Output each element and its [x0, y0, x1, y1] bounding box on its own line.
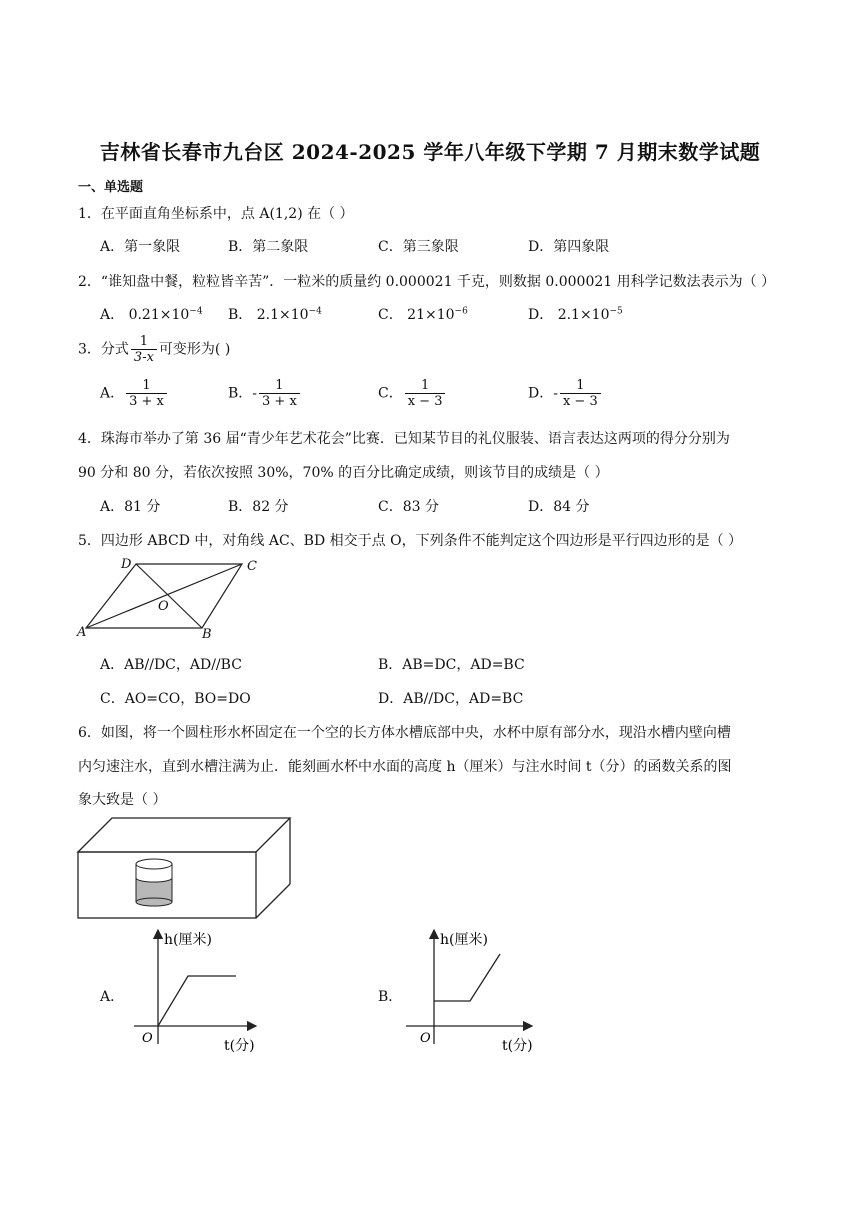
question-6-line-2: 内匀速注水，直到水槽注满为止．能刻画水杯中水面的高度 h（厘米）与注水时间 t（分）的函数关系的图 [78, 759, 732, 775]
q1-option-a: A．第一象限 [100, 239, 181, 255]
q2-option-c: C． $21\times 10^{-6}$ [378, 306, 468, 323]
graph-a-y-label: h(厘米) [164, 932, 212, 948]
q4-option-a: A．81 分 [100, 499, 161, 515]
q1-option-c: C．第三象限 [378, 239, 459, 255]
graph-a-x-label: t(分) [224, 1038, 255, 1054]
q2-option-d: D． $2.1\times 10^{-5}$ [528, 306, 623, 323]
graph-a-origin: O [142, 1031, 153, 1046]
vertex-label-d: D [121, 557, 132, 572]
vertex-label-a: A [77, 625, 87, 640]
question-6-line-3: 象大致是（ ） [78, 792, 167, 808]
graph-b-y-label: h(厘米) [440, 932, 488, 948]
q3-option-d: D．- $\frac{1}{x - 3}$ [528, 378, 603, 409]
q1-option-b: B．第二象限 [228, 239, 309, 255]
graph-a [128, 924, 278, 1054]
q5-option-d: D．AB//DC，AD=BC [378, 691, 524, 707]
q6-option-b-label: B． [378, 989, 403, 1005]
q6-option-a-label: A． [100, 989, 125, 1005]
q3-option-b: B．- $\frac{1}{3 + x}$ [228, 378, 302, 409]
vertex-label-c: C [247, 559, 257, 574]
parallelogram-figure [74, 554, 274, 644]
q4-option-d: D．84 分 [528, 499, 590, 515]
q1-option-d: D．第四象限 [528, 239, 610, 255]
q3-fraction: $\frac{1}{3-x}$ [131, 334, 157, 365]
question-6-line-1: 6．如图，将一个圆柱形水杯固定在一个空的长方体水槽底部中央，水杯中原有部分水，现沿水槽内壁向槽 [78, 725, 731, 741]
cup-icon [136, 859, 172, 906]
q4-option-c: C．83 分 [378, 499, 439, 515]
q2-option-b: B． $2.1\times 10^{-4}$ [228, 306, 322, 323]
water-tank-figure [76, 816, 296, 922]
q2-option-a: A． $0.21\times 10^{-4}$ [100, 306, 203, 323]
question-2-stem: 2．“谁知盘中餐，粒粒皆辛苦”．一粒米的质量约 0.000021 千克，则数据 0.000021 用科学记数法表示为（ ） [78, 274, 776, 290]
q3-option-c: C． $\frac{1}{x - 3}$ [378, 378, 447, 409]
q5-option-b: B．AB=DC，AD=BC [378, 657, 525, 673]
question-4-line-1: 4．珠海市举办了第 36 届“青少年艺术花会”比赛．已知某节目的礼仪服装、语言表达这两项的得分分别为 [78, 431, 730, 447]
graph-b-origin: O [420, 1031, 431, 1046]
graph-b [404, 924, 554, 1054]
center-label-o: O [158, 599, 169, 614]
q3-option-a: A． $\frac{1}{3 + x}$ [100, 378, 169, 409]
graph-b-x-label: t(分) [502, 1038, 533, 1054]
q5-option-a: A．AB//DC，AD//BC [100, 657, 242, 673]
question-1-stem: 1．在平面直角坐标系中，点 A(1,2) 在（ ） [78, 206, 354, 222]
question-3-stem: 3．分式 $\frac{1}{3-x}$ 可变形为( ) [78, 334, 231, 365]
q4-option-b: B．82 分 [228, 499, 289, 515]
question-4-line-2: 90 分和 80 分，若依次按照 30%，70% 的百分比确定成绩，则该节目的成绩是（ ） [78, 465, 609, 481]
q5-option-c: C．AO=CO，BO=DO [100, 691, 251, 707]
question-5-stem: 5．四边形 ABCD 中，对角线 AC、BD 相交于点 O，下列条件不能判定这个四边形是平行四边形的是（ ） [78, 533, 743, 549]
vertex-label-b: B [202, 627, 212, 642]
page-title: 吉林省长春市九台区 2024-2025 学年八年级下学期 7 月期末数学试题 [99, 140, 761, 164]
section-heading: 一、单选题 [78, 180, 144, 195]
